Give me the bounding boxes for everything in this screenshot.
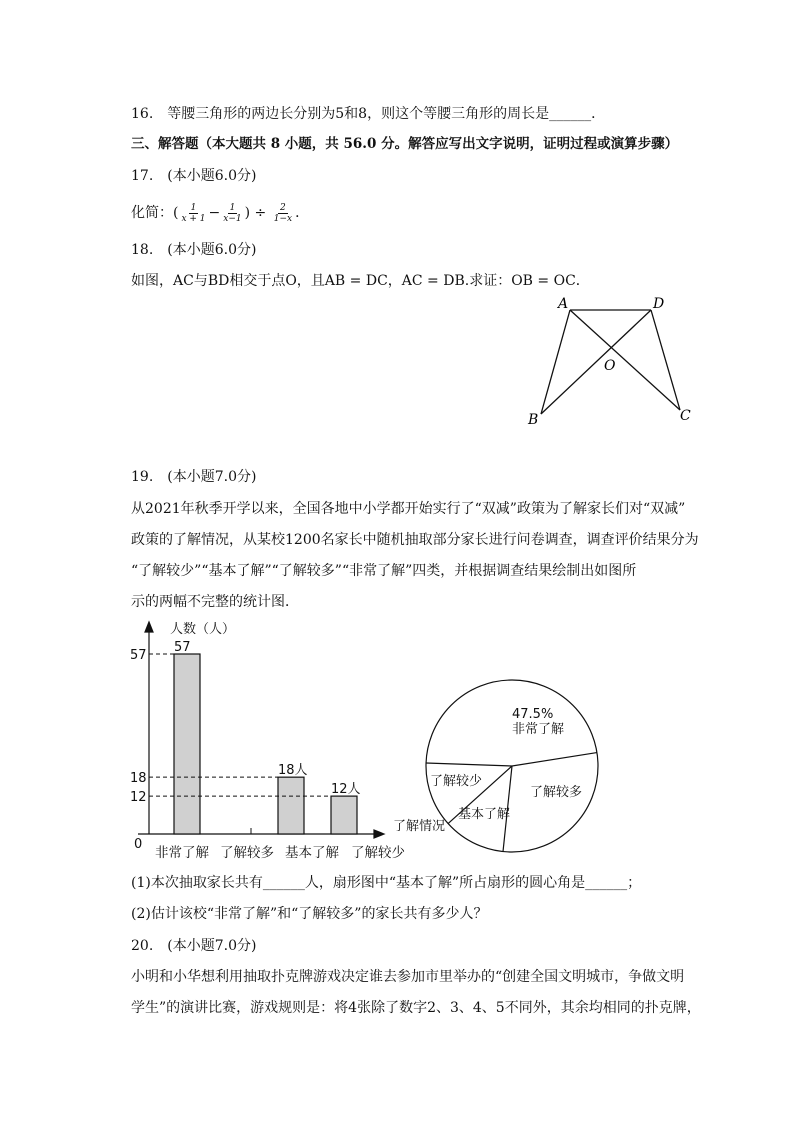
bar-基本了解	[278, 777, 304, 834]
pie-label-非常了解: 非常了解	[512, 722, 565, 737]
segment-AC	[570, 310, 680, 410]
y-axis-title: 人数（人）	[170, 622, 236, 637]
segment-DC	[651, 310, 680, 410]
section-heading: 三、解答题（本大题共 8 小题，共 56.0 分。解答应写出文字说明，证明过程或演算步骤）	[131, 136, 679, 152]
q19-sub-2: (2)估计该校“非常了解”和“了解较多”的家长共有多少人？	[131, 906, 488, 922]
point-label-O: O	[604, 358, 616, 374]
q17-fraction-1	[179, 203, 207, 224]
pie-chart	[420, 686, 610, 856]
q17-prefix: 化简：(	[131, 205, 179, 221]
pie-label-基本了解: 基本了解	[458, 807, 511, 822]
q20-line-1: 小明和小华想利用抽取扑克牌游戏决定谁去参加市里举办的“创建全国文明城市，争做文明	[131, 969, 685, 985]
frac2-denominator: x−1	[223, 213, 242, 224]
x-category-基本了解: 基本了解	[285, 845, 339, 861]
q17-divide: ) ÷	[244, 205, 271, 221]
x-category-非常了解: 非常了解	[155, 845, 209, 861]
q19-line-1: 从2021年秋季开学以来，全国各地中小学都开始实行了“双减”政策为了解家长们对“双减”	[131, 501, 686, 517]
q18-geometry-figure	[520, 292, 700, 432]
segment-AB	[541, 310, 570, 414]
q20-line-2: 学生”的演讲比赛，游戏规则是：将4张除了数字2、3、4、5不同外，其余均相同的扑克牌，	[131, 1000, 701, 1016]
x-axis-arrow	[374, 830, 384, 838]
bar-data-label-非常了解: 57	[174, 640, 191, 655]
q17-suffix: ．	[295, 205, 310, 221]
x-category-了解较少: 了解较少	[351, 845, 405, 861]
bar-data-label-基本了解: 18人	[278, 763, 308, 779]
q17-minus: −	[208, 205, 221, 221]
bar-chart	[128, 618, 446, 866]
q17-expression	[131, 200, 309, 226]
y-axis-arrow	[145, 622, 153, 632]
bar-了解较少	[331, 796, 357, 834]
q19-line-3: “了解较少”“基本了解”“了解较多”“非常了解”四类，并根据调查结果绘制出如图所	[131, 563, 637, 579]
point-label-A: A	[558, 296, 569, 312]
frac1-denominator: x + 1	[181, 213, 206, 224]
y-tick-18: 18	[130, 771, 147, 787]
q20-header: 20. (本小题7.0分)	[131, 938, 257, 954]
q19-line-4: 示的两幅不完整的统计图．	[131, 594, 299, 610]
origin-label: 0	[134, 837, 143, 852]
q19-line-2: 政策的了解情况，从某校1200名家长中随机抽取部分家长进行问卷调查，调查评价结果分为	[131, 532, 699, 548]
q17-header: 17. (本小题6.0分)	[131, 168, 257, 184]
q16-text: 16. 等腰三角形的两边长分别为5和8，则这个等腰三角形的周长是______．	[131, 106, 606, 122]
frac1-numerator: 1	[190, 202, 197, 213]
bar-非常了解	[174, 654, 200, 834]
pie-label-了解较少: 了解较少	[430, 774, 483, 789]
q19-sub-1: (1)本次抽取家长共有______人，扇形图中“基本了解”所占扇形的圆心角是______；	[131, 875, 642, 891]
q17-fraction-2	[221, 203, 243, 224]
x-axis-title: 了解情况	[393, 819, 446, 834]
x-category-了解较多: 了解较多	[220, 845, 274, 861]
segment-DB	[541, 310, 651, 414]
pie-label-了解较多: 了解较多	[530, 785, 583, 800]
y-tick-57: 57	[130, 648, 147, 663]
pie-percent-非常了解: 47.5%	[512, 707, 554, 722]
q19-header: 19. (本小题7.0分)	[131, 469, 257, 485]
y-tick-12: 12	[130, 790, 147, 806]
q18-text: 如图，AC与BD相交于点O，且AB = DC，AC = DB.求证：OB = OC．	[131, 273, 590, 289]
frac3-denominator: 1−x	[273, 213, 293, 224]
point-label-D: D	[653, 296, 665, 312]
point-label-C: C	[680, 408, 691, 424]
frac3-numerator: 2	[280, 202, 286, 213]
q18-header: 18. (本小题6.0分)	[131, 242, 257, 258]
frac2-numerator: 1	[229, 202, 236, 213]
bar-data-label-了解较少: 12人	[331, 782, 361, 798]
q17-fraction-3	[272, 203, 294, 224]
point-label-B: B	[528, 412, 539, 428]
